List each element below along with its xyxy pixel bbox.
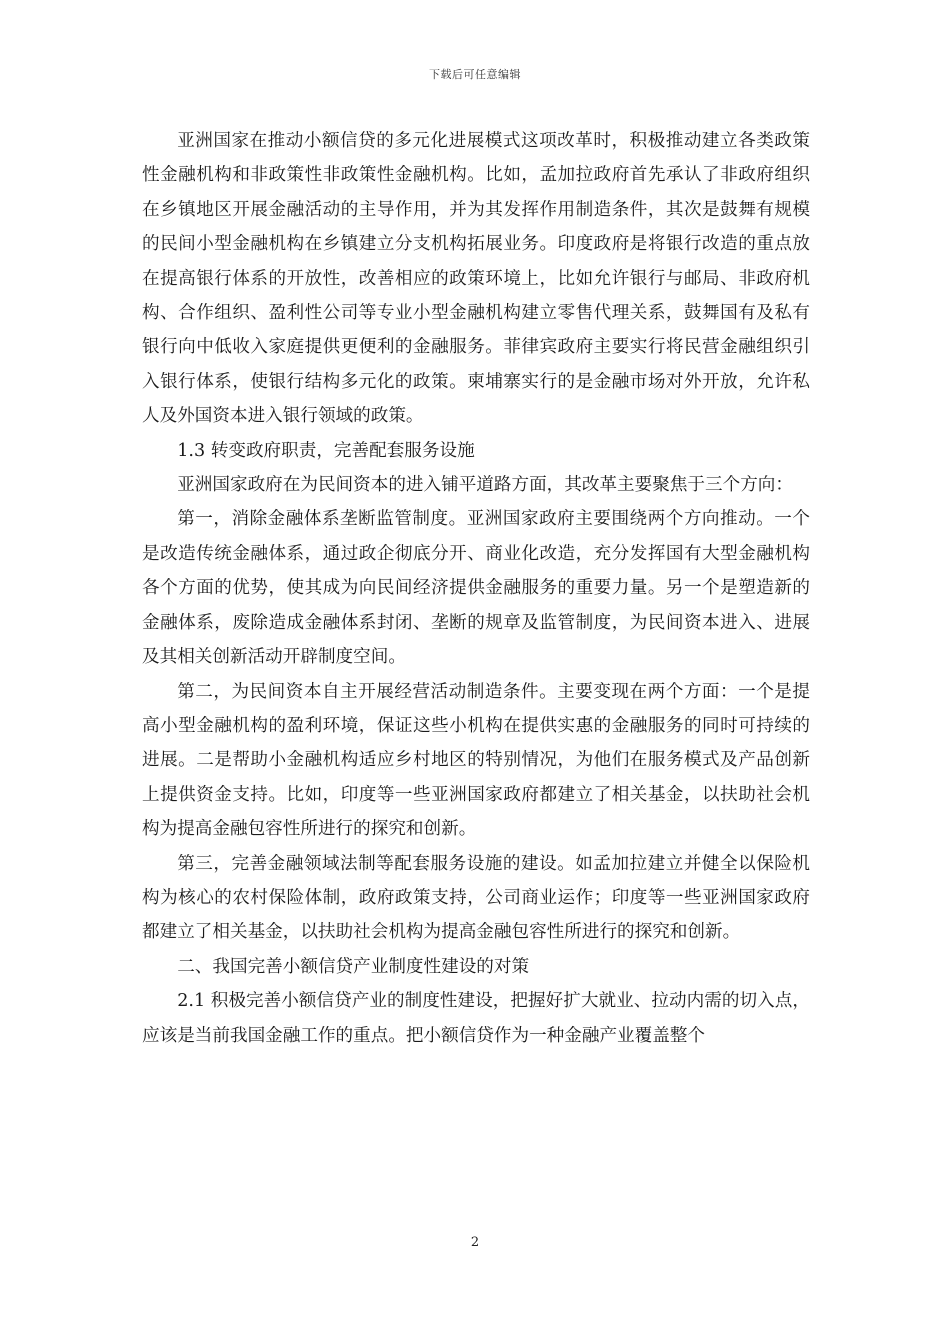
section-heading-1-3: 1.3 转变政府职责，完善配套服务设施 — [177, 440, 475, 461]
document-body — [142, 124, 810, 1053]
paragraph-second-point: 第二，为民间资本自主开展经营活动制造条件。主要变现在两个方面：一个是提高小型金融机构的盈利环境，保证这些小机构在提供实惠的金融服务的同时可持续的进展。二是帮助小金融机构适应乡村地区的特别情况，为他们在服务模式及产品创新上提供资金支持。比如，印度等一些亚洲国家政府都建立了相关基金，以扶助社会机构为提高金融包容性所进行的探究和创新。 — [142, 681, 810, 840]
paragraph-2-1: 2.1 积极完善小额信贷产业的制度性建设，把握好扩大就业、拉动内需的切入点，应该是当前我国金融工作的重点。把小额信贷作为一种金融产业覆盖整个 — [142, 991, 810, 1046]
page-number: 2 — [470, 1235, 480, 1250]
paragraph-third-point: 第三，完善金融领域法制等配套服务设施的建设。如孟加拉建立并健全以保险机构为核心的农村保险体制，政府政策支持，公司商业运作；印度等一些亚洲国家政府都建立了相关基金，以扶助社会机构为提高金融包容性所进行的探究和创新。 — [142, 853, 810, 943]
section-heading-2: 二、我国完善小额信贷产业制度性建设的对策 — [177, 956, 530, 977]
page-header: 下载后可任意编辑 — [429, 68, 521, 81]
paragraph-policy-institutions: 亚洲国家在推动小额信贷的多元化进展模式这项改革时，积极推动建立各类政策性金融机构和非政策性非政策性金融机构。比如，孟加拉政府首先承认了非政府组织在乡镇地区开展金融活动的主导作用，并为其发挥作用制造条件，其次是鼓舞有规模的民间小型金融机构在乡镇建立分支机构拓展业务。印度政府是将银行改造的重点放在提高银行体系的开放性，改善相应的政策环境上，比如允许银行与邮局、非政府机构、合作组织、盈利性公司等专业小型金融机构建立零售代理关系，鼓舞国有及私有银行向中低收入家庭提供更便利的金融服务。菲律宾政府主要实行将民营金融组织引入银行体系，使银行结构多元化的政策。柬埔寨实行的是金融市场对外开放，允许私人及外国资本进入银行领域的政策。 — [142, 131, 810, 427]
paragraph-three-directions: 亚洲国家政府在为民间资本的进入铺平道路方面，其改革主要聚焦于三个方向： — [177, 475, 793, 496]
paragraph-first-point: 第一，消除金融体系垄断监管制度。亚洲国家政府主要围绕两个方向推动。一个是改造传统金融体系，通过政企彻底分开、商业化改造，充分发挥国有大型金融机构各个方面的优势，使其成为向民间经济提供金融服务的重要力量。另一个是塑造新的金融体系，废除造成金融体系封闭、垄断的规章及监管制度，为民间资本进入、进展及其相关创新活动开辟制度空间。 — [142, 509, 810, 668]
